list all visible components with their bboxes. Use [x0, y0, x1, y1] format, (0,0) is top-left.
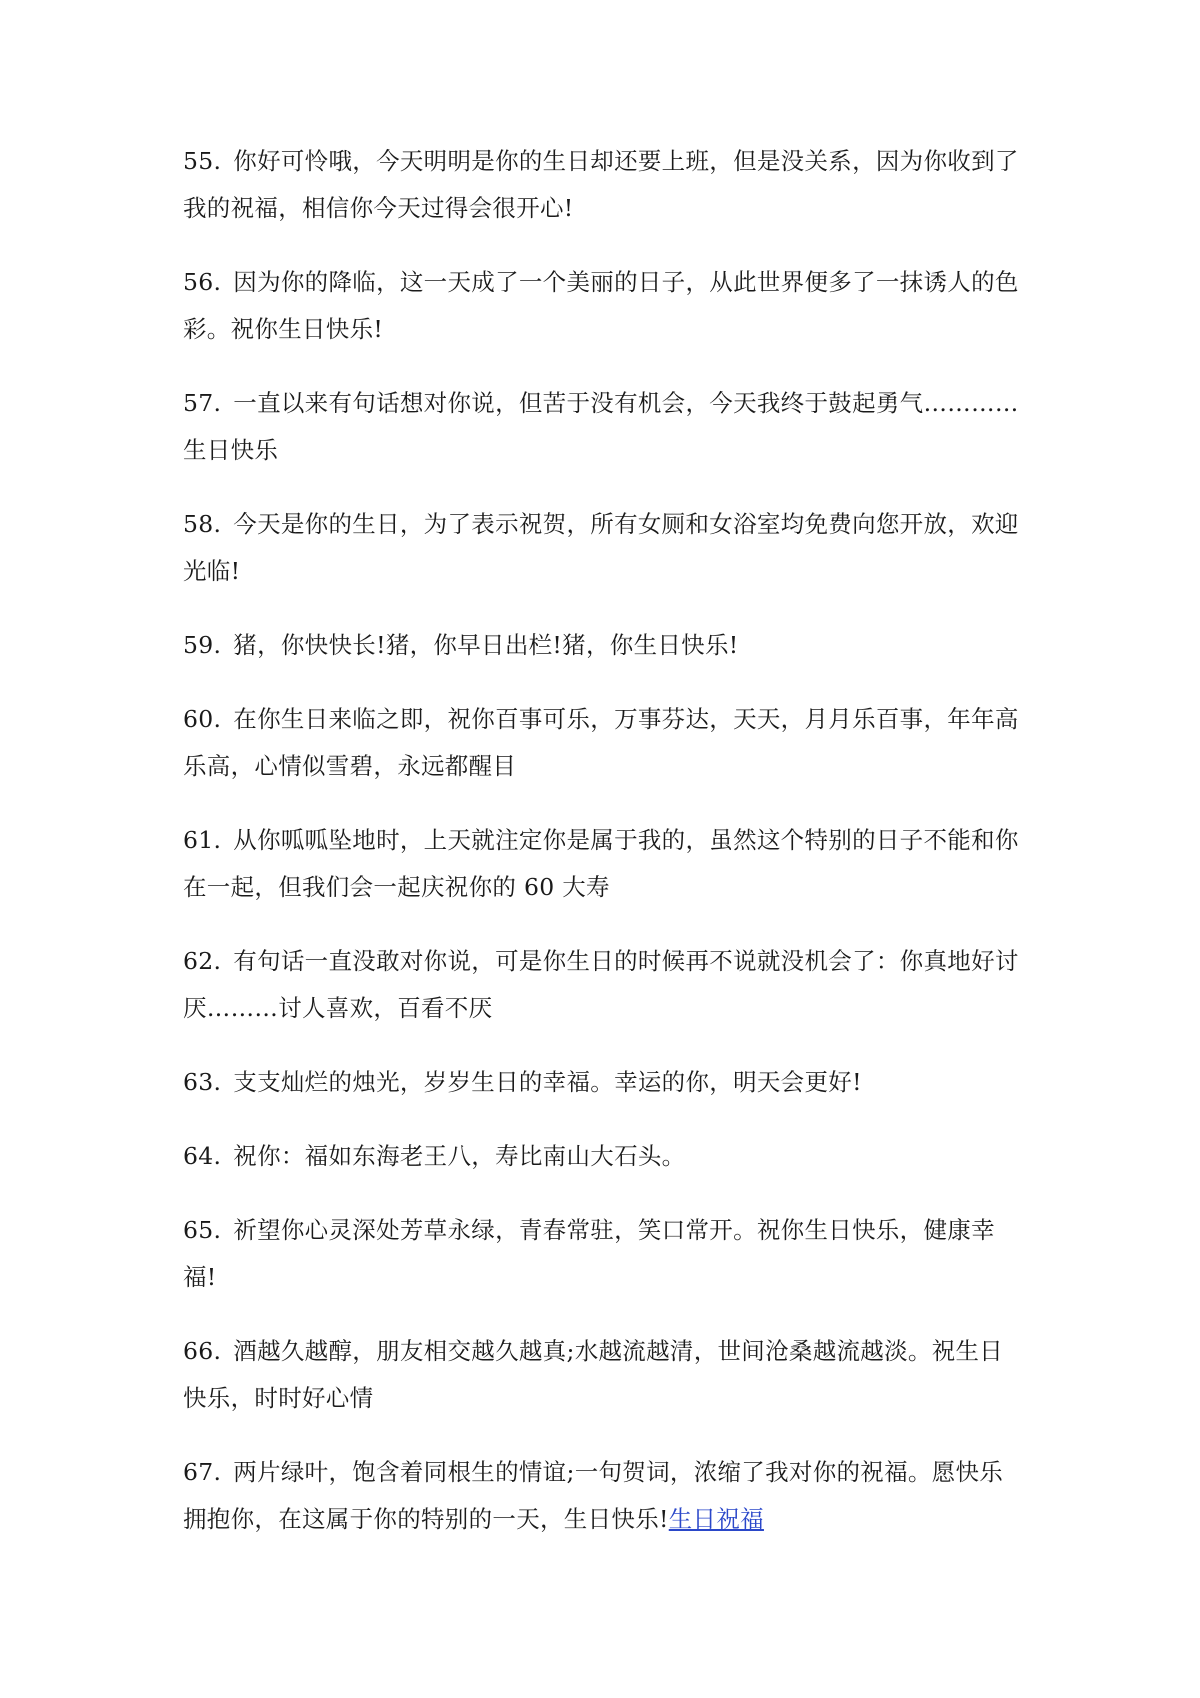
- list-item: [183, 817, 1023, 911]
- item-text: 祝你：福如东海老王八，寿比南山大石头。: [233, 1142, 686, 1170]
- item-number: 64.: [183, 1142, 222, 1170]
- list-item: [183, 1059, 1023, 1106]
- item-number: 59.: [183, 631, 222, 659]
- item-text: 一直以来有句话想对你说，但苦于没有机会，今天我终于鼓起勇气…………生日快乐: [183, 389, 1019, 464]
- birthday-wishes-link[interactable]: 生日祝福: [668, 1505, 764, 1533]
- item-text: 在你生日来临之即，祝你百事可乐，万事芬达，天天，月月乐百事，年年高乐高，心情似雪碧，永远都醒目: [183, 705, 1019, 780]
- list-item: [183, 138, 1023, 232]
- item-text: 你好可怜哦，今天明明是你的生日却还要上班，但是没关系，因为你收到了我的祝福，相信你今天过得会很开心!: [183, 147, 1019, 222]
- item-number: 58.: [183, 510, 222, 538]
- list-item: [183, 938, 1023, 1032]
- wishes-list: [183, 138, 1023, 1570]
- item-text: 两片绿叶，饱含着同根生的情谊;一句贺词，浓缩了我对你的祝福。愿快乐拥抱你，在这属于你的特别的一天，生日快乐!: [183, 1458, 1004, 1533]
- list-item: [183, 696, 1023, 790]
- item-text: 支支灿烂的烛光，岁岁生日的幸福。幸运的你，明天会更好!: [233, 1068, 862, 1096]
- item-number: 66.: [183, 1337, 222, 1365]
- list-item: [183, 1207, 1023, 1301]
- list-item: [183, 1449, 1023, 1543]
- item-text: 有句话一直没敢对你说，可是你生日的时候再不说就没机会了：你真地好讨厌………讨人喜欢，百看不厌: [183, 947, 1019, 1022]
- item-text: 酒越久越醇，朋友相交越久越真;水越流越清，世间沧桑越流越淡。祝生日快乐，时时好心情: [183, 1337, 1004, 1412]
- item-number: 65.: [183, 1216, 222, 1244]
- item-text: 猪，你快快长!猪，你早日出栏!猪，你生日快乐!: [233, 631, 739, 659]
- item-number: 61.: [183, 826, 222, 854]
- item-number: 62.: [183, 947, 222, 975]
- item-text: 因为你的降临，这一天成了一个美丽的日子，从此世界便多了一抹诱人的色彩。祝你生日快乐!: [183, 268, 1019, 343]
- item-number: 60.: [183, 705, 222, 733]
- list-item: [183, 1133, 1023, 1180]
- item-number: 63.: [183, 1068, 222, 1096]
- list-item: [183, 1328, 1023, 1422]
- item-number: 56.: [183, 268, 222, 296]
- list-item: [183, 501, 1023, 595]
- item-number: 57.: [183, 389, 222, 417]
- list-item: [183, 380, 1023, 474]
- item-number: 67.: [183, 1458, 222, 1486]
- item-number: 55.: [183, 147, 222, 175]
- item-text: 从你呱呱坠地时，上天就注定你是属于我的，虽然这个特别的日子不能和你在一起，但我们会一起庆祝你的 60 大寿: [183, 826, 1019, 901]
- list-item: [183, 259, 1023, 353]
- list-item: [183, 622, 1023, 669]
- item-text: 祈望你心灵深处芳草永绿，青春常驻，笑口常开。祝你生日快乐，健康幸福!: [183, 1216, 995, 1291]
- item-text: 今天是你的生日，为了表示祝贺，所有女厕和女浴室均免费向您开放，欢迎光临!: [183, 510, 1019, 585]
